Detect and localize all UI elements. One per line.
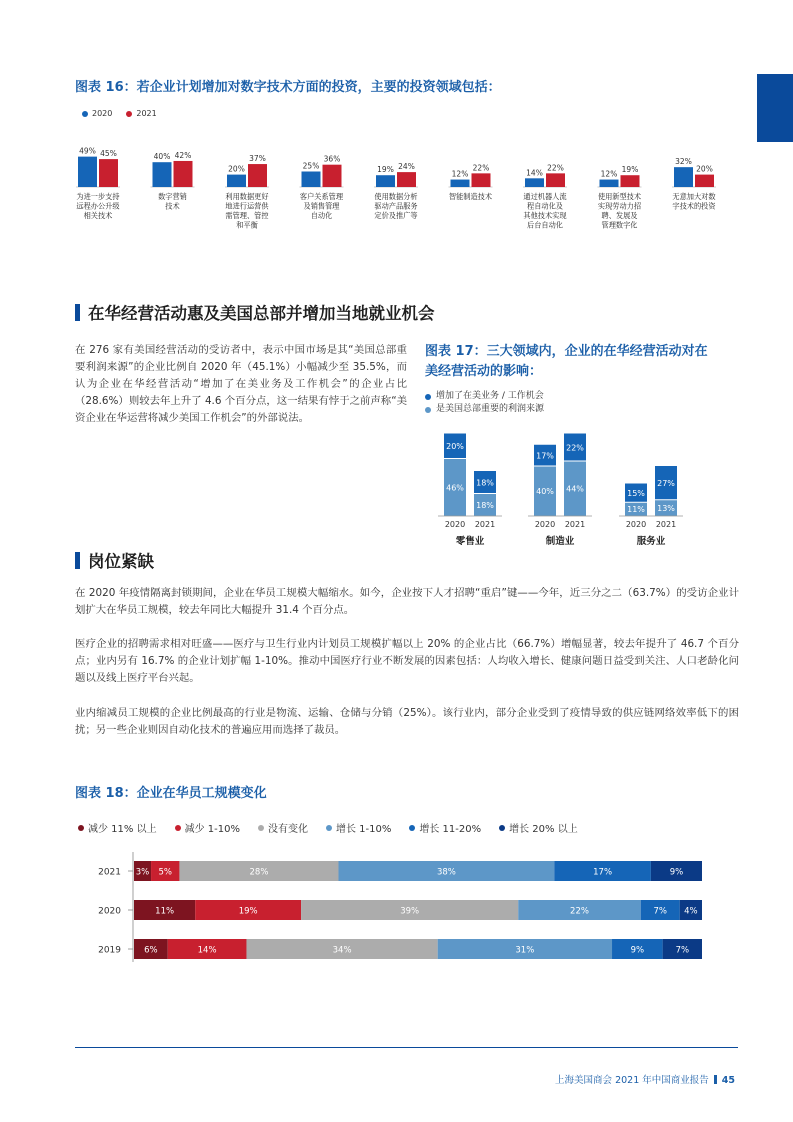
fig16-bar-2020	[376, 175, 395, 187]
fig18-value-label: 11%	[155, 906, 175, 917]
fig16-category-label: 需管理、管控	[225, 211, 269, 220]
page-number: 45	[721, 1075, 735, 1086]
fig16-category-label: 程自动化及	[527, 201, 563, 211]
fig17-legend-item-1	[425, 390, 544, 403]
para-logistics: 业内缩减员工规模的企业比例最高的行业是物流、运输、仓储与分销（25%）。该行业内，部分企业受到了疫情导致的供应链网络效率低下的困扰；另一些企业则因自动化技术的普遍应用而选择了裁员。	[75, 707, 739, 736]
fig18-legend-swatch	[258, 825, 264, 831]
fig16-category-label: 无意加大对数	[672, 192, 716, 201]
fig18-value-label: 31%	[515, 945, 535, 956]
fig16-bar-2021	[248, 164, 267, 187]
fig16-value-label: 20%	[696, 164, 713, 174]
fig18-value-label: 28%	[249, 867, 269, 878]
fig16-value-label: 49%	[79, 146, 96, 156]
fig17-legend-swatch-1	[425, 394, 431, 400]
fig17-group-label: 零售业	[455, 536, 485, 547]
fig16-category-label: 为进一步支持	[76, 192, 120, 201]
fig18-legend-swatch	[78, 825, 84, 831]
fig16-value-label: 24%	[398, 162, 415, 172]
fig16-category-label: 定价及推广等	[374, 211, 418, 220]
fig18-legend-item	[175, 820, 240, 835]
fig16-category-label: 字技术的投资	[672, 201, 716, 211]
fig16-bar-2021	[621, 175, 640, 187]
para-hiring: 在 2020 年疫情隔离封锁期间，企业在华员工规模大幅缩水。如今，企业按下人才招聘“重启”键——今年，近三分之二（63.7%）的受访企业计划扩大在华员工规模，较去年同比大幅提升 31.4 个百分点。	[75, 587, 739, 616]
fig16-value-label: 20%	[228, 164, 245, 174]
fig17-year-label: 2020	[625, 520, 647, 529]
fig18-value-label: 7%	[653, 906, 667, 917]
fig16-value-label: 40%	[153, 152, 171, 162]
fig18-title: 图表 18：企业在华员工规模变化	[75, 786, 267, 801]
fig18-value-label: 38%	[436, 867, 456, 878]
legend-2021	[126, 109, 156, 118]
fig17-title	[425, 342, 708, 382]
fig18-value-label: 14%	[197, 945, 217, 956]
fig18-year-label: 2021	[98, 867, 121, 878]
section2-title-text: 岗位紧缺	[88, 552, 154, 571]
fig16-bar-2020	[674, 167, 693, 187]
fig18-year-label: 2019	[98, 945, 121, 956]
fig16-bar-2020	[78, 157, 97, 187]
fig16-value-label: 32%	[675, 157, 692, 167]
fig18-legend-swatch	[175, 825, 181, 831]
fig18-legend-item	[78, 820, 157, 835]
fig17-year-label: 2020	[534, 520, 556, 529]
section-bar	[75, 552, 80, 569]
fig18-legend-item	[409, 820, 481, 835]
fig18-legend-swatch	[409, 825, 415, 831]
fig16-category-label: 远程办公升级	[76, 201, 120, 211]
fig18-legend-label: 没有变化	[267, 824, 308, 835]
fig18-legend-label: 减少 11% 以上	[88, 824, 157, 835]
footer-rule	[75, 1047, 738, 1048]
fig16-title: 图表 16：若企业计划增加对数字技术方面的投资，主要的投资领域包括：	[75, 80, 501, 95]
fig16-category-label: 其他技术实现	[523, 211, 567, 220]
fig16-category-label: 后台自动化	[527, 220, 563, 230]
fig17-group-label: 制造业	[545, 536, 575, 547]
fig18-value-label: 39%	[400, 906, 420, 917]
fig17-year-label: 2021	[564, 520, 586, 529]
fig17-group-label: 服务业	[636, 536, 666, 547]
fig18-value-label: 19%	[238, 906, 258, 917]
fig16-value-label: 22%	[547, 163, 564, 173]
fig18-legend-label: 增长 20% 以上	[509, 824, 578, 835]
fig16-bar-2020	[525, 178, 544, 187]
fig16-value-label: 19%	[377, 165, 394, 175]
fig17-value-label: 20%	[446, 442, 464, 451]
fig17-legend-label-1: 增加了在美业务 / 工作机会	[436, 391, 544, 401]
fig16-bar-2020	[302, 172, 321, 188]
fig17-value-label: 27%	[657, 478, 675, 488]
section1-title	[75, 300, 435, 324]
fig18-legend-item	[258, 820, 308, 835]
legend-2020	[82, 109, 112, 118]
fig17-value-label: 40%	[536, 487, 554, 496]
fig18-year-label: 2020	[98, 906, 121, 917]
fig16-bar-2021	[323, 165, 342, 187]
fig17-value-label: 15%	[627, 488, 645, 498]
fig16-category-label: 地进行运营供	[225, 201, 269, 211]
fig16-category-label: 利用数据更好	[225, 192, 269, 201]
fig16-category-label: 智能制造技术	[448, 192, 493, 201]
fig18-legend-swatch	[499, 825, 505, 831]
fig16-value-label: 22%	[472, 163, 490, 173]
legend-2020-label: 2020	[92, 109, 113, 118]
fig18-value-label: 4%	[684, 906, 698, 917]
fig16-bar-2020	[600, 180, 619, 187]
fig17-value-label: 44%	[566, 484, 584, 494]
fig18-value-label: 22%	[570, 906, 589, 917]
fig16-value-label: 12%	[600, 169, 618, 179]
fig17-value-label: 18%	[476, 500, 494, 510]
fig16-value-label: 45%	[100, 149, 117, 159]
fig16-bar-2020	[451, 180, 470, 187]
fig16-bar-2020	[227, 175, 246, 187]
legend-2021-swatch	[126, 111, 132, 117]
fig16-category-label: 使用数据分析	[374, 192, 418, 201]
fig16-value-label: 36%	[323, 154, 341, 164]
fig18-value-label: 6%	[144, 945, 158, 956]
fig16-category-label: 及销售管理	[303, 201, 340, 211]
fig16-value-label: 12%	[451, 169, 469, 179]
fig16-value-label: 42%	[174, 150, 192, 160]
fig17-legend	[425, 390, 544, 416]
fig16-category-label: 管理数字化	[601, 220, 638, 230]
footer-separator	[714, 1075, 717, 1084]
fig16-bar-2021	[546, 173, 565, 187]
fig17-title-line2: 美经营活动的影响：	[425, 364, 543, 379]
footer-report-title: 上海美国商会 2021 年中国商业报告	[555, 1075, 709, 1086]
legend-2020-swatch	[82, 111, 88, 117]
fig16-category-label: 相关技术	[83, 211, 113, 220]
fig18-legend-swatch	[326, 825, 332, 831]
fig18-value-label: 34%	[332, 945, 352, 956]
fig17-value-label: 17%	[536, 451, 554, 461]
fig17-value-label: 46%	[446, 483, 464, 493]
legend-2021-label: 2021	[136, 109, 157, 118]
fig17-legend-item-2	[425, 403, 544, 416]
fig17-value-label: 22%	[566, 443, 584, 453]
fig16-bar-2021	[397, 172, 416, 187]
fig17-legend-label-2: 是美国总部重要的利润来源	[436, 404, 545, 414]
fig18-legend-label: 减少 1-10%	[184, 824, 240, 835]
fig16-category-label: 技术	[165, 201, 180, 211]
fig17-year-label: 2021	[474, 520, 496, 529]
fig18-chart	[75, 850, 715, 965]
fig18-legend-label: 增长 1-10%	[335, 824, 392, 835]
fig16-value-label: 25%	[302, 161, 320, 171]
fig17-title-line1: 图表 17：三大领域内，企业的在华经营活动对在	[425, 344, 708, 359]
fig17-value-label: 18%	[476, 478, 494, 488]
fig16-bar-2021	[99, 159, 118, 187]
para-healthcare: 医疗企业的招聘需求相对旺盛——医疗与卫生行业内计划员工规模扩幅以上 20% 的企业占比（66.7%）增幅显著，较去年提升了 46.7 个百分点；业内另有 16.7% 的企业计划扩幅 1-10%。推动中国医疗行业不断发展的因素包括：人均收入增长、健康问题日益受到关注、人口老龄化问题以及线上医疗平台兴起。	[75, 638, 739, 684]
fig18-value-label: 3%	[135, 867, 150, 878]
fig18-value-label: 7%	[675, 945, 690, 956]
fig16-legend	[82, 109, 157, 118]
fig16-value-label: 37%	[249, 154, 266, 164]
section2-title	[75, 548, 154, 572]
section-bar	[75, 304, 80, 321]
fig16-bar-2021	[695, 175, 714, 187]
fig16-value-label: 14%	[526, 168, 543, 178]
fig16-bar-2021	[174, 161, 193, 187]
fig16-category-label: 自动化	[310, 211, 333, 220]
fig17-value-label: 13%	[657, 503, 675, 513]
fig18-value-label: 9%	[669, 867, 684, 878]
chapter-tab-marker	[757, 74, 793, 142]
fig16-category-label: 客户关系管理	[299, 192, 344, 201]
fig18-legend	[78, 820, 578, 835]
fig16-value-label: 19%	[621, 165, 639, 175]
fig17-year-label: 2020	[444, 520, 466, 529]
fig16-category-label: 使用新型技术	[597, 192, 642, 201]
fig18-value-label: 9%	[630, 945, 645, 956]
fig16-category-label: 驱动产品服务	[374, 201, 418, 211]
fig18-legend-item	[499, 820, 578, 835]
fig17-year-label: 2021	[655, 520, 677, 529]
fig18-value-label: 5%	[158, 867, 172, 878]
para-intro: 在 276 家有美国经营活动的受访者中，表示中国市场是其“美国总部重要利润来源”的企业比例自 2020 年（45.1%）小幅减少至 35.5%，而认为企业在华经营活动“增加了在美业务及工作机会”的企业占比（28.6%）则较去年上升了 4.6 个百分点，这一结果有悖于之前声称“美资企业在华运营将减少美国工作机会”的外部说法。	[75, 344, 407, 424]
fig17-legend-swatch-2	[425, 407, 431, 413]
footer	[555, 1072, 735, 1086]
fig18-legend-item	[326, 820, 391, 835]
fig16-category-label: 通过机器人流	[523, 192, 567, 201]
fig16-category-label: 实现劳动力招	[597, 201, 642, 211]
fig16-bar-2020	[153, 162, 172, 187]
fig18-value-label: 17%	[593, 867, 613, 878]
fig16-category-label: 聘、发展及	[601, 211, 638, 220]
fig16-bar-2021	[472, 173, 491, 187]
fig16-category-label: 数字营销	[158, 192, 187, 201]
fig17-value-label: 11%	[627, 505, 645, 515]
fig16-chart	[75, 125, 755, 243]
section1-title-text: 在华经营活动惠及美国总部并增加当地就业机会	[88, 304, 435, 323]
fig16-category-label: 和平衡	[236, 220, 258, 230]
fig18-legend-label: 增长 11-20%	[419, 824, 482, 835]
fig17-chart	[425, 430, 725, 552]
